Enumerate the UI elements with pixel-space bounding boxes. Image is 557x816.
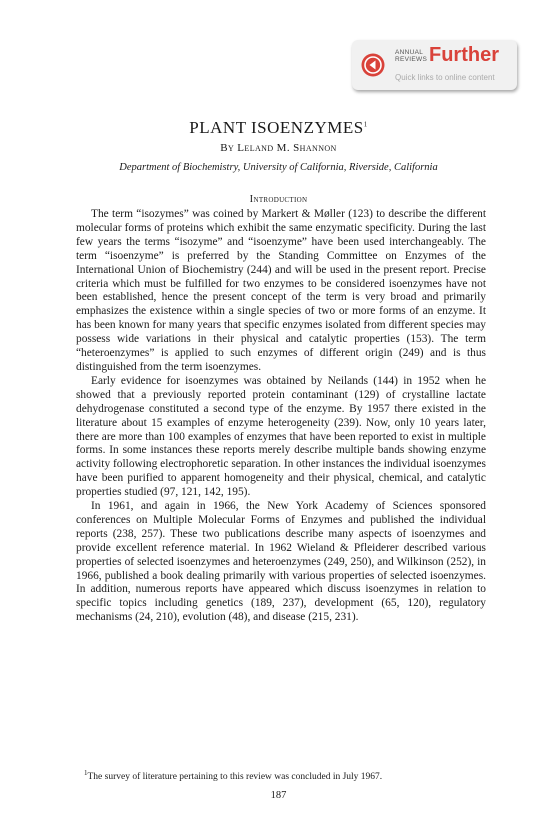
section-heading: Introduction [249,194,308,205]
footnote-mark: 1 [84,768,88,777]
author-affiliation: Department of Biochemistry, University of California, Riverside, California [119,162,438,173]
paragraph: In 1961, and again in 1966, the New York Academy of Sciences sponsored conferences on Multiple Molecular Forms of Enzymes and published the individual reports (238, 257). These two publications describe many aspects of isoenzymes and provide excellent reference material. In 1962 Wieland & Pfleiderer described various properties of selected isoenzymes and heteroenzymes (249, 250), and Wilkinson (252), in 1966, published a book dealing primarily with various properties of selected isoenzymes. In addition, numerous reports have appeared which discuss isoenzymes in relation to specific topics including genetics (189, 237), development (65, 120), regulatory mechanisms (24, 210), evolution (48), and disease (215, 231). [76,500,486,624]
footnote: $^1$The survey of literature pertaining to this review was concluded in July 1967. [84,768,383,782]
badge-title: Further [429,44,499,66]
annual-reviews-further-badge[interactable] [352,40,517,90]
article-title: PLANT ISOENZYMES$^1$ [189,118,368,137]
paragraph: Early evidence for isoenzymes was obtained by Neilands (144) in 1952 when he showed that a previously reported protein contaminant (129) of crystalline lactate dehydrogenase constituted a second type of the enzyme. By 1957 there existed in the literature about 15 examples of enzyme heterogeneity (239). Now, only 10 years later, there are more than 100 examples of enzymes that have been reported to exist in multiple forms. In some instances these reports merely describe multiple bands showing enzyme activity following electrophoretic separation. In other instances the individual isoenzymes have been purified to apparent homogeneity and their physical, chemical, and catalytic properties studied (97, 121, 142, 195). [76,374,486,499]
badge-org-name: ANNUAL REVIEWS [395,49,428,63]
title-footnote-mark: 1 [363,120,368,129]
badge-subtitle: Quick links to online content [395,73,495,82]
play-back-circle-icon [361,53,385,77]
article-author: By Leland M. Shannon [220,142,337,154]
page-number: 187 [270,790,287,801]
paragraph: The term “isozymes” was coined by Markert & Møller (123) to describe the different molecular forms of proteins which exhibit the same enzymatic specificity. During the last few years the terms “isozyme” and “isoenzyme” have been used interchangeably. The term “isoenzyme” is preferred by the Standing Committee on Enzymes of the International Union of Biochemistry (244) and will be used in the present report. Precise criteria which must be fulfilled for two enzymes to be considered isoenzymes have not been established, hence the present concept of the term is very broad and primarily emphasizes the existence within a single species of two or more forms of an enzyme. It has been known for many years that specific enzymes isolated from different species may possess wide variations in their physical and catalytic properties (153). The term “heteroenzymes” is applied to such enzymes of different origin (249) and is thus distinguished from the term isoenzymes. [76,208,486,373]
article-body [76,208,486,625]
